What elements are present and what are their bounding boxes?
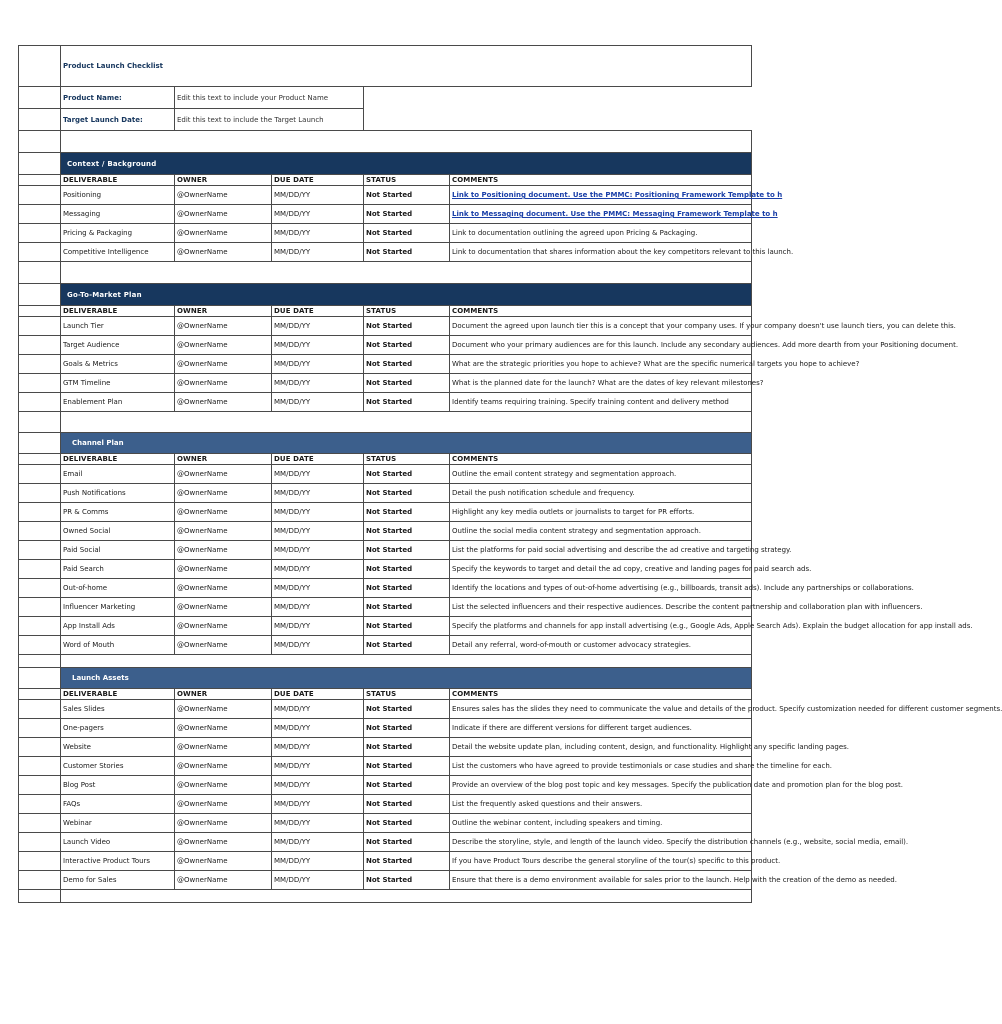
comment-cell[interactable]: Highlight any key media outlets or journalists to target for PR efforts. [450, 503, 752, 522]
column-header-row [19, 689, 752, 700]
comment-cell[interactable]: Indicate if there are different versions for different target audiences. [450, 719, 752, 738]
comment-link[interactable]: Link to Messaging document. Use the PMMC: Messaging Framework Template to h [450, 205, 752, 224]
status-cell[interactable]: Not Started [364, 700, 450, 719]
table-row [19, 522, 752, 541]
table-row [19, 560, 752, 579]
spacer-row [19, 131, 752, 153]
section-title: Channel Plan [61, 433, 752, 454]
launch-date-field[interactable]: Edit this text to include the Target Launch [175, 109, 364, 131]
comment-cell[interactable]: Identify teams requiring training. Specify training content and delivery method [450, 393, 752, 412]
deliverable-header: DELIVERABLE [61, 306, 175, 317]
column-header-row [19, 306, 752, 317]
deliverable-cell[interactable]: Positioning [61, 186, 175, 205]
due-date-cell[interactable]: MM/DD/YY [272, 224, 364, 243]
comments-header: COMMENTS [450, 175, 752, 186]
status-cell[interactable]: Not Started [364, 776, 450, 795]
due-date-cell[interactable]: MM/DD/YY [272, 393, 364, 412]
due-date-cell[interactable]: MM/DD/YY [272, 776, 364, 795]
deliverable-cell[interactable]: App Install Ads [61, 617, 175, 636]
comment-cell[interactable]: Identify the locations and types of out-of-home advertising (e.g., billboards, transit ads). Include any partnerships or collaborations. [450, 579, 752, 598]
owner-cell[interactable]: @OwnerName [175, 719, 272, 738]
owner-header: OWNER [175, 689, 272, 700]
status-cell[interactable]: Not Started [364, 814, 450, 833]
comment-cell[interactable]: Link to documentation that shares information about the key competitors relevant to this launch. [450, 243, 752, 262]
status-cell[interactable]: Not Started [364, 598, 450, 617]
checklist-sheet [18, 45, 1002, 907]
due-date-cell[interactable]: MM/DD/YY [272, 795, 364, 814]
launch-date-label: Target Launch Date: [61, 109, 175, 131]
owner-cell[interactable]: @OwnerName [175, 205, 272, 224]
table-row [19, 738, 752, 757]
comment-cell[interactable]: Document who your primary audiences are for this launch. Include any secondary audiences. Add more dearth from your Positioning document. [450, 336, 752, 355]
deliverable-cell[interactable]: Competitive Intelligence [61, 243, 175, 262]
status-cell[interactable]: Not Started [364, 738, 450, 757]
spacer-row [19, 262, 752, 284]
due-date-header: DUE DATE [272, 689, 364, 700]
owner-cell[interactable]: @OwnerName [175, 560, 272, 579]
table-row [19, 503, 752, 522]
product-name-field[interactable]: Edit this text to include your Product Name [175, 87, 364, 109]
deliverable-cell[interactable]: Target Audience [61, 336, 175, 355]
table-row [19, 757, 752, 776]
status-cell[interactable]: Not Started [364, 719, 450, 738]
comment-cell[interactable]: List the selected influencers and their respective audiences. Describe the content partnership and collaboration plan with influencers. [450, 598, 752, 617]
deliverable-cell[interactable]: Launch Video [61, 833, 175, 852]
comment-cell[interactable]: List the customers who have agreed to provide testimonials or case studies and share the timeline for each. [450, 757, 752, 776]
due-date-cell[interactable]: MM/DD/YY [272, 579, 364, 598]
owner-cell[interactable]: @OwnerName [175, 503, 272, 522]
status-cell[interactable]: Not Started [364, 336, 450, 355]
owner-cell[interactable]: @OwnerName [175, 871, 272, 890]
due-date-cell[interactable]: MM/DD/YY [272, 484, 364, 503]
due-date-cell[interactable]: MM/DD/YY [272, 617, 364, 636]
table-row [19, 852, 752, 871]
owner-cell[interactable]: @OwnerName [175, 374, 272, 393]
table-row [19, 814, 752, 833]
status-cell[interactable]: Not Started [364, 465, 450, 484]
deliverable-cell[interactable]: Word of Mouth [61, 636, 175, 655]
comment-cell[interactable]: List the frequently asked questions and their answers. [450, 795, 752, 814]
deliverable-header: DELIVERABLE [61, 454, 175, 465]
spacer-row [19, 890, 752, 903]
deliverable-cell[interactable]: One-pagers [61, 719, 175, 738]
due-date-cell[interactable]: MM/DD/YY [272, 814, 364, 833]
deliverable-cell[interactable]: Sales Slides [61, 700, 175, 719]
due-date-cell[interactable]: MM/DD/YY [272, 374, 364, 393]
table-row [19, 186, 752, 205]
table-row [19, 541, 752, 560]
deliverable-cell[interactable]: Goals & Metrics [61, 355, 175, 374]
deliverable-cell[interactable]: Owned Social [61, 522, 175, 541]
owner-cell[interactable]: @OwnerName [175, 317, 272, 336]
status-cell[interactable]: Not Started [364, 186, 450, 205]
comment-cell[interactable]: List the platforms for paid social advertising and describe the ad creative and targeting strategy. [450, 541, 752, 560]
due-date-cell[interactable]: MM/DD/YY [272, 503, 364, 522]
owner-header: OWNER [175, 175, 272, 186]
table-row [19, 224, 752, 243]
deliverable-cell[interactable]: Enablement Plan [61, 393, 175, 412]
column-header-row [19, 454, 752, 465]
spacer-row [19, 655, 752, 668]
due-date-header: DUE DATE [272, 175, 364, 186]
table-row [19, 719, 752, 738]
section-banner-row [19, 284, 752, 306]
table-row [19, 317, 752, 336]
owner-cell[interactable]: @OwnerName [175, 776, 272, 795]
grid-body [19, 46, 1002, 903]
section-banner-row [19, 153, 752, 175]
owner-cell[interactable]: @OwnerName [175, 795, 272, 814]
deliverable-header: DELIVERABLE [61, 689, 175, 700]
owner-cell[interactable]: @OwnerName [175, 243, 272, 262]
checklist-table [18, 45, 1002, 903]
owner-cell[interactable]: @OwnerName [175, 598, 272, 617]
deliverable-cell[interactable]: Email [61, 465, 175, 484]
due-date-header: DUE DATE [272, 454, 364, 465]
owner-cell[interactable]: @OwnerName [175, 757, 272, 776]
comment-cell[interactable]: If you have Product Tours describe the general storyline of the tour(s) specific to this product. [450, 852, 752, 871]
deliverable-cell[interactable]: Website [61, 738, 175, 757]
status-cell[interactable]: Not Started [364, 393, 450, 412]
table-row [19, 700, 752, 719]
due-date-cell[interactable]: MM/DD/YY [272, 598, 364, 617]
status-cell[interactable]: Not Started [364, 522, 450, 541]
comment-cell[interactable]: Describe the storyline, style, and length of the launch video. Specify the distribution channels (e.g., website, social media, email). [450, 833, 752, 852]
due-date-cell[interactable]: MM/DD/YY [272, 522, 364, 541]
deliverable-cell[interactable]: Interactive Product Tours [61, 852, 175, 871]
table-row [19, 393, 752, 412]
table-row [19, 205, 752, 224]
due-date-cell[interactable]: MM/DD/YY [272, 871, 364, 890]
deliverable-cell[interactable]: Paid Search [61, 560, 175, 579]
owner-cell[interactable]: @OwnerName [175, 636, 272, 655]
status-cell[interactable]: Not Started [364, 541, 450, 560]
status-cell[interactable]: Not Started [364, 579, 450, 598]
status-cell[interactable]: Not Started [364, 795, 450, 814]
deliverable-cell[interactable]: Blog Post [61, 776, 175, 795]
status-cell[interactable]: Not Started [364, 833, 450, 852]
comment-cell[interactable]: What are the strategic priorities you hope to achieve? What are the specific numerical targets you hope to achieve? [450, 355, 752, 374]
status-cell[interactable]: Not Started [364, 852, 450, 871]
due-date-cell[interactable]: MM/DD/YY [272, 205, 364, 224]
due-date-cell[interactable]: MM/DD/YY [272, 738, 364, 757]
due-date-cell[interactable]: MM/DD/YY [272, 541, 364, 560]
due-date-cell[interactable]: MM/DD/YY [272, 317, 364, 336]
product-name-label: Product Name: [61, 87, 175, 109]
due-date-header: DUE DATE [272, 306, 364, 317]
due-date-cell[interactable]: MM/DD/YY [272, 636, 364, 655]
comment-cell[interactable]: Detail the website update plan, including content, design, and functionality. Highlight any specific landing pages. [450, 738, 752, 757]
section-banner-row [19, 668, 752, 689]
status-header: STATUS [364, 454, 450, 465]
owner-cell[interactable]: @OwnerName [175, 224, 272, 243]
status-cell[interactable]: Not Started [364, 617, 450, 636]
deliverable-cell[interactable]: GTM Timeline [61, 374, 175, 393]
comment-cell[interactable]: Detail any referral, word-of-mouth or customer advocacy strategies. [450, 636, 752, 655]
section-banner-row [19, 433, 752, 454]
comments-header: COMMENTS [450, 306, 752, 317]
owner-cell[interactable]: @OwnerName [175, 814, 272, 833]
owner-cell[interactable]: @OwnerName [175, 700, 272, 719]
status-cell[interactable]: Not Started [364, 871, 450, 890]
deliverable-cell[interactable]: Customer Stories [61, 757, 175, 776]
status-cell[interactable]: Not Started [364, 374, 450, 393]
status-cell[interactable]: Not Started [364, 224, 450, 243]
deliverable-cell[interactable]: Demo for Sales [61, 871, 175, 890]
owner-cell[interactable]: @OwnerName [175, 738, 272, 757]
deliverable-cell[interactable]: FAQs [61, 795, 175, 814]
table-row [19, 484, 752, 503]
status-cell[interactable]: Not Started [364, 243, 450, 262]
due-date-cell[interactable]: MM/DD/YY [272, 243, 364, 262]
due-date-cell[interactable]: MM/DD/YY [272, 465, 364, 484]
owner-cell[interactable]: @OwnerName [175, 465, 272, 484]
comment-cell[interactable]: Specify the platforms and channels for app install advertising (e.g., Google Ads, Apple Search Ads). Explain the budget allocation for app install ads. [450, 617, 752, 636]
page-title: Product Launch Checklist [61, 46, 752, 87]
table-row [19, 636, 752, 655]
owner-cell[interactable]: @OwnerName [175, 852, 272, 871]
comments-header: COMMENTS [450, 689, 752, 700]
comments-header: COMMENTS [450, 454, 752, 465]
launch-date-row [19, 109, 752, 131]
table-row [19, 374, 752, 393]
table-row [19, 355, 752, 374]
status-cell[interactable]: Not Started [364, 355, 450, 374]
deliverable-cell[interactable]: Out-of-home [61, 579, 175, 598]
comment-cell[interactable]: Detail the push notification schedule and frequency. [450, 484, 752, 503]
due-date-cell[interactable]: MM/DD/YY [272, 833, 364, 852]
deliverable-cell[interactable]: Push Notifications [61, 484, 175, 503]
status-cell[interactable]: Not Started [364, 205, 450, 224]
owner-cell[interactable]: @OwnerName [175, 833, 272, 852]
owner-cell[interactable]: @OwnerName [175, 336, 272, 355]
due-date-cell[interactable]: MM/DD/YY [272, 700, 364, 719]
status-header: STATUS [364, 689, 450, 700]
table-row [19, 617, 752, 636]
table-row [19, 243, 752, 262]
owner-cell[interactable]: @OwnerName [175, 522, 272, 541]
table-row [19, 776, 752, 795]
comment-cell[interactable]: What is the planned date for the launch? What are the dates of key relevant milestones? [450, 374, 752, 393]
owner-cell[interactable]: @OwnerName [175, 186, 272, 205]
deliverable-header: DELIVERABLE [61, 175, 175, 186]
status-cell[interactable]: Not Started [364, 757, 450, 776]
deliverable-cell[interactable]: Launch Tier [61, 317, 175, 336]
due-date-cell[interactable]: MM/DD/YY [272, 757, 364, 776]
due-date-cell[interactable]: MM/DD/YY [272, 719, 364, 738]
table-row [19, 336, 752, 355]
section-title: Launch Assets [61, 668, 752, 689]
section-title: Context / Background [61, 153, 752, 175]
comment-cell[interactable]: Outline the webinar content, including speakers and timing. [450, 814, 752, 833]
owner-cell[interactable]: @OwnerName [175, 617, 272, 636]
comment-cell[interactable]: Ensure that there is a demo environment available for sales prior to the launch. Help with the creation of the demo as needed. [450, 871, 752, 890]
column-header-row [19, 175, 752, 186]
comment-cell[interactable]: Document the agreed upon launch tier this is a concept that your company uses. If your company doesn't use launch tiers, you can delete this. [450, 317, 752, 336]
table-row [19, 465, 752, 484]
deliverable-cell[interactable]: Webinar [61, 814, 175, 833]
deliverable-cell[interactable]: Pricing & Packaging [61, 224, 175, 243]
status-header: STATUS [364, 306, 450, 317]
section-title: Go-To-Market Plan [61, 284, 752, 306]
comment-link[interactable]: Link to Positioning document. Use the PMMC: Positioning Framework Template to h [450, 186, 752, 205]
comment-cell[interactable]: Ensures sales has the slides they need to communicate the value and details of the product. Specify customization needed for different customer segments. [450, 700, 752, 719]
deliverable-cell[interactable]: Paid Social [61, 541, 175, 560]
status-cell[interactable]: Not Started [364, 503, 450, 522]
status-cell[interactable]: Not Started [364, 484, 450, 503]
status-header: STATUS [364, 175, 450, 186]
owner-header: OWNER [175, 306, 272, 317]
due-date-cell[interactable]: MM/DD/YY [272, 560, 364, 579]
comment-cell[interactable]: Outline the social media content strategy and segmentation approach. [450, 522, 752, 541]
table-row [19, 833, 752, 852]
owner-cell[interactable]: @OwnerName [175, 393, 272, 412]
status-cell[interactable]: Not Started [364, 636, 450, 655]
due-date-cell[interactable]: MM/DD/YY [272, 852, 364, 871]
comment-cell[interactable]: Provide an overview of the blog post topic and key messages. Specify the publication date and promotion plan for the blog post. [450, 776, 752, 795]
status-cell[interactable]: Not Started [364, 317, 450, 336]
spacer-row [19, 412, 752, 433]
comment-cell[interactable]: Link to documentation outlining the agreed upon Pricing & Packaging. [450, 224, 752, 243]
owner-cell[interactable]: @OwnerName [175, 355, 272, 374]
table-row [19, 795, 752, 814]
owner-cell[interactable]: @OwnerName [175, 579, 272, 598]
product-name-row [19, 87, 752, 109]
title-row [19, 46, 752, 87]
owner-cell[interactable]: @OwnerName [175, 541, 272, 560]
comment-cell[interactable]: Outline the email content strategy and segmentation approach. [450, 465, 752, 484]
owner-header: OWNER [175, 454, 272, 465]
table-row [19, 598, 752, 617]
due-date-cell[interactable]: MM/DD/YY [272, 186, 364, 205]
table-row [19, 579, 752, 598]
deliverable-cell[interactable]: Influencer Marketing [61, 598, 175, 617]
status-cell[interactable]: Not Started [364, 560, 450, 579]
due-date-cell[interactable]: MM/DD/YY [272, 336, 364, 355]
due-date-cell[interactable]: MM/DD/YY [272, 355, 364, 374]
table-row [19, 871, 752, 890]
deliverable-cell[interactable]: Messaging [61, 205, 175, 224]
deliverable-cell[interactable]: PR & Comms [61, 503, 175, 522]
comment-cell[interactable]: Specify the keywords to target and detail the ad copy, creative and landing pages for paid search ads. [450, 560, 752, 579]
owner-cell[interactable]: @OwnerName [175, 484, 272, 503]
